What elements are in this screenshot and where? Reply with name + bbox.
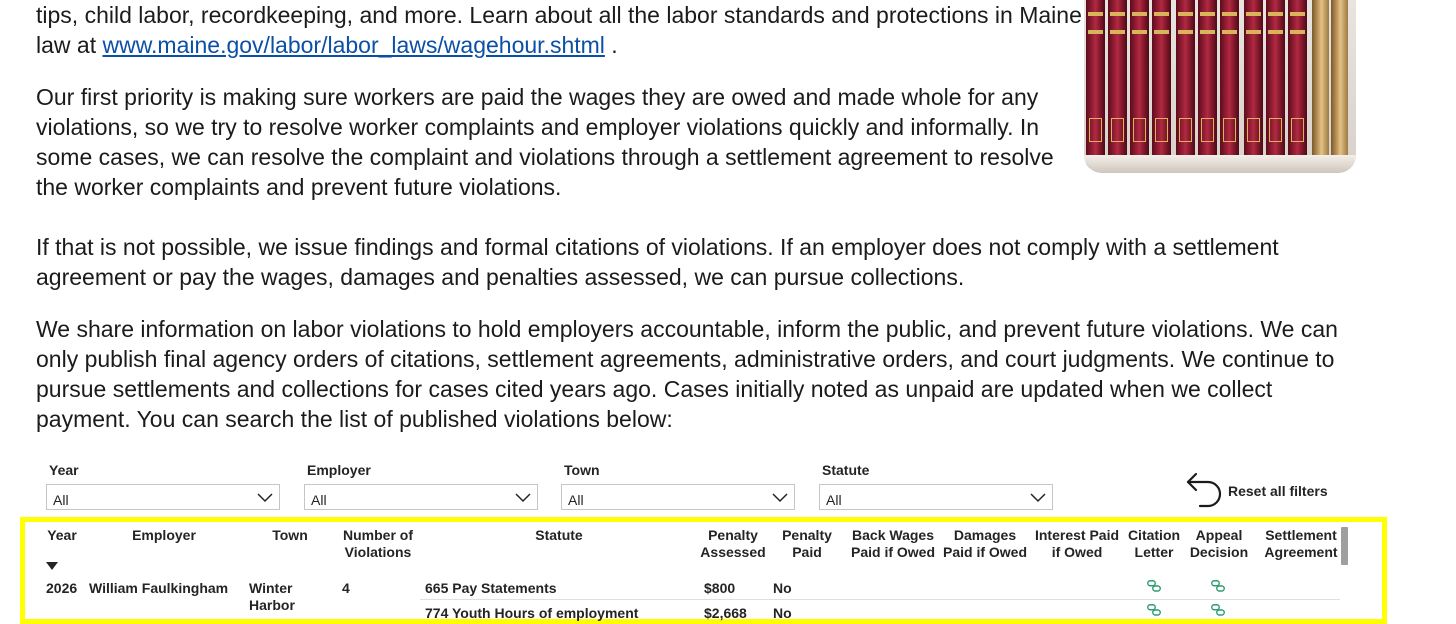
col-header-settlement-line1: Settlement — [1265, 527, 1337, 543]
cell-statute: 665 Pay Statements — [425, 580, 557, 596]
citation-letter-link-icon[interactable] — [1147, 580, 1161, 592]
cell-violations: 4 — [342, 580, 350, 596]
col-header-statute[interactable]: Statute — [535, 527, 583, 543]
chevron-down-icon — [257, 493, 273, 503]
cell-year: 2026 — [46, 580, 78, 596]
cell-penalty-assessed: $800 — [704, 580, 736, 596]
chevron-down-icon — [772, 493, 788, 503]
col-header-violations[interactable] — [330, 527, 426, 561]
col-header-penalty-paid-line1: Penalty — [782, 527, 832, 543]
statute-filter-label: Statute — [822, 462, 870, 478]
chevron-down-icon — [1030, 493, 1046, 503]
intro-paragraph-2: Our first priority is making sure workers are paid the wages they are owed and made whole for any violations, so we try to resolve worker complaints and employer violations quickly and informally. In some cases, we can resolve the complaint and violations through a settlement agreement to resolve the worker complaints and prevent future violations. — [36, 84, 1054, 200]
statute-filter-dropdown[interactable] — [819, 484, 1053, 510]
town-filter-label: Town — [564, 462, 600, 478]
intro-paragraph-4: We share information on labor violations to hold employers accountable, inform the public, and prevent future violations. We can only publish final agency orders of citations, settlement agreements, administrative orders, and court judgments. We continue to pursue settlements and collections for cases cited years ago. Cases initially noted as unpaid are updated when we collect payment. You can search the list of published violations below: — [36, 316, 1338, 432]
wagehour-link[interactable]: www.maine.gov/labor/labor_laws/wagehour.shtml — [102, 32, 605, 58]
row-divider — [420, 599, 1340, 600]
appeal-decision-link-icon[interactable] — [1211, 604, 1225, 616]
table-scrollbar[interactable] — [1341, 527, 1348, 565]
col-header-damages-line2: Paid if Owed — [942, 544, 1027, 560]
col-header-violations-line2: Violations — [344, 544, 412, 560]
cell-town — [249, 580, 295, 614]
chevron-down-icon — [515, 493, 531, 503]
cell-employer: William Faulkingham — [89, 580, 229, 596]
col-header-citation-letter[interactable] — [1124, 527, 1184, 561]
cell-town-line1: Winter — [249, 580, 293, 596]
col-header-violations-line1: Number of — [343, 527, 413, 543]
col-header-citation-line2: Letter — [1134, 544, 1174, 560]
col-header-interest-line2: if Owed — [1051, 544, 1103, 560]
cell-penalty-paid: No — [773, 580, 792, 596]
col-header-appeal-decision[interactable] — [1188, 527, 1250, 561]
reset-filters-label: Reset all filters — [1228, 483, 1328, 499]
col-header-town[interactable]: Town — [272, 527, 308, 543]
statute-filter-value: All — [826, 492, 842, 508]
town-filter-dropdown[interactable] — [561, 484, 795, 510]
cell-penalty-assessed: $2,668 — [704, 605, 747, 621]
col-header-year[interactable]: Year — [47, 527, 77, 543]
town-filter-value: All — [568, 492, 584, 508]
col-header-settlement-line2: Agreement — [1264, 544, 1338, 560]
col-header-damages[interactable] — [942, 527, 1028, 561]
year-filter-value: All — [53, 492, 69, 508]
col-header-penalty-paid[interactable] — [778, 527, 836, 561]
col-header-interest[interactable] — [1034, 527, 1120, 561]
col-header-penalty-assessed-line1: Penalty — [708, 527, 758, 543]
col-header-back-wages-line1: Back Wages — [852, 527, 934, 543]
sort-down-icon[interactable] — [46, 562, 58, 570]
col-header-appeal-line2: Decision — [1189, 544, 1249, 560]
col-header-employer[interactable]: Employer — [132, 527, 196, 543]
intro-paragraph-1 — [36, 0, 1106, 60]
intro-paragraph-3: If that is not possible, we issue findings and formal citations of violations. If an employer does not comply with a settlement agreement or pay the wages, damages and penalties assessed, we can pursue collections. — [36, 234, 1279, 290]
citation-letter-link-icon[interactable] — [1147, 604, 1161, 616]
col-header-settlement[interactable] — [1258, 527, 1344, 561]
year-filter-label: Year — [49, 462, 79, 478]
col-header-back-wages[interactable] — [848, 527, 938, 561]
cell-town-line2: Harbor — [249, 597, 295, 613]
col-header-penalty-assessed[interactable] — [700, 527, 766, 561]
col-header-citation-line1: Citation — [1127, 527, 1181, 543]
employer-filter-dropdown[interactable] — [304, 484, 538, 510]
cell-penalty-paid: No — [773, 605, 792, 621]
employer-filter-label: Employer — [307, 462, 371, 478]
year-filter-dropdown[interactable] — [46, 484, 280, 510]
law-books-photo — [1084, 0, 1356, 173]
employer-filter-value: All — [311, 492, 327, 508]
undo-arrow-icon — [1184, 470, 1224, 510]
cell-statute: 774 Youth Hours of employment — [425, 605, 639, 621]
col-header-appeal-line1: Appeal — [1195, 527, 1243, 543]
col-header-penalty-assessed-line2: Assessed — [700, 544, 766, 560]
intro-text: tips, child labor, recordkeeping, and more. Learn about all the labor standards and protections in Maine law at — [36, 2, 1082, 58]
col-header-damages-line1: Damages — [953, 527, 1017, 543]
col-header-penalty-paid-line2: Paid — [792, 544, 822, 560]
appeal-decision-link-icon[interactable] — [1211, 580, 1225, 592]
col-header-back-wages-line2: Paid if Owed — [850, 544, 935, 560]
intro-period: . — [604, 32, 618, 58]
col-header-interest-line1: Interest Paid — [1034, 527, 1120, 543]
